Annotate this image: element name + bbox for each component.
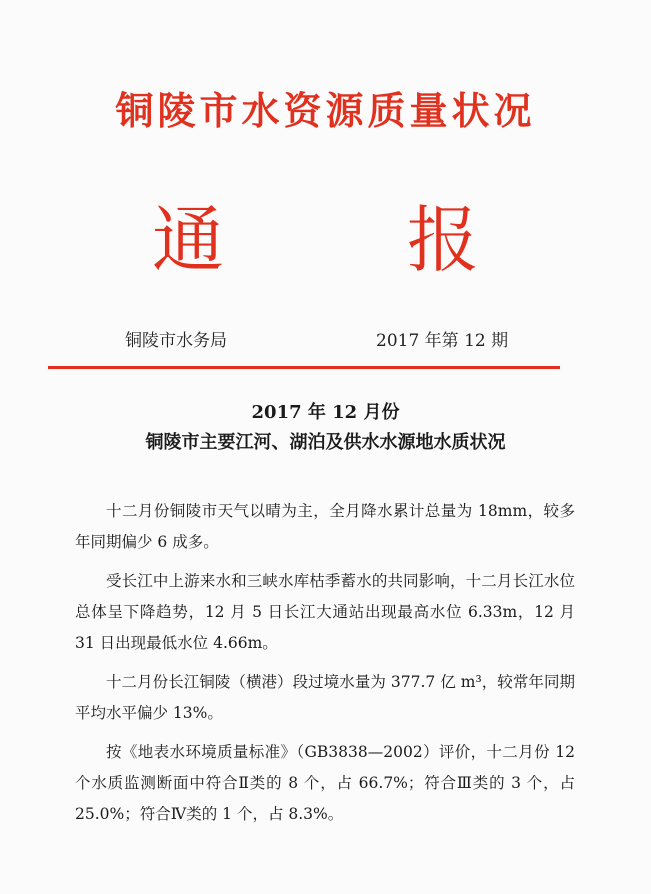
report-date: 2017 年 12 月份 (251, 402, 400, 423)
paragraph-flow-volume: 十二月份长江铜陵（横港）段过境水量为 377.7 亿 m³，较常年同期平均水平偏少 13%。 (75, 673, 575, 722)
paragraph-weather: 十二月份铜陵市天气以晴为主，全月降水累计总量为 18mm，较多年同期偏少 6 成多。 (75, 502, 575, 551)
bulletin-title: 通 报 (152, 198, 559, 282)
issue-number: 2017 年第 12 期 (376, 331, 509, 351)
masthead-title: 铜陵市水资源质量状况 (115, 88, 536, 133)
paragraph-quality-assessment: 按《地表水环境质量标准》（GB3838—2002）评价，十二月份 12 个水质监测断面中符合Ⅱ类的 8 个，占 66.7%；符合Ⅲ类的 3 个，占 25.0%；符合Ⅳ类的 1 个，占 8.3%。 (75, 743, 575, 823)
red-divider (48, 366, 560, 369)
paragraph-water-level: 受长江中上游来水和三峡水库枯季蓄水的共同影响，十二月长江水位总体呈下降趋势，12 月 5 日长江大通站出现最高水位 6.33m，12 月 31 日出现最低水位 4.66m。 (75, 572, 575, 652)
issuer-name: 铜陵市水务局 (125, 331, 227, 351)
report-subject: 铜陵市主要江河、湖泊及供水水源地水质状况 (145, 432, 506, 453)
body-text (75, 496, 575, 838)
